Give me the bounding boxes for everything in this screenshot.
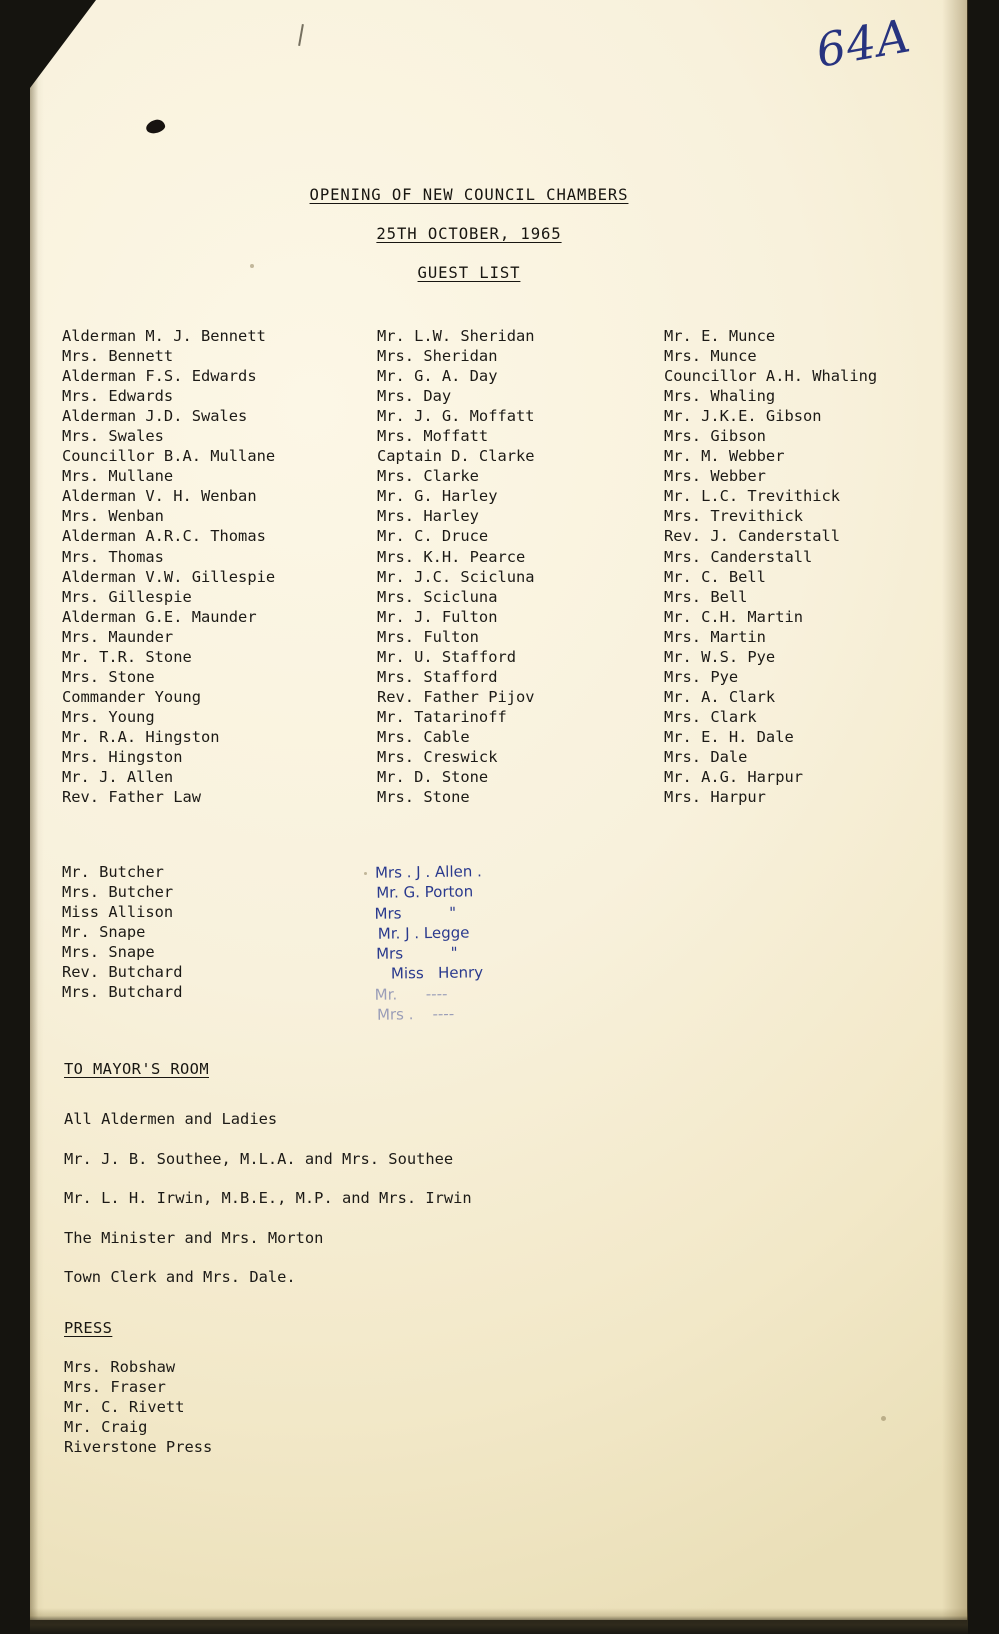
additional-guests-handwritten bbox=[375, 861, 484, 1025]
guest-name: Mr. C.H. Martin bbox=[664, 607, 803, 626]
guest-name: Mrs. Stone bbox=[62, 667, 155, 686]
guest-name: Mrs. Martin bbox=[664, 627, 766, 646]
guest-name: Alderman J.D. Swales bbox=[62, 407, 248, 426]
guest-name: Mr. G. A. Day bbox=[377, 367, 498, 386]
guest-name: Mrs. Pye bbox=[664, 667, 739, 686]
paper-bottom-edge-shadow bbox=[30, 1608, 968, 1634]
document-date: 25TH OCTOBER, 1965 bbox=[376, 225, 562, 243]
guest-column-1 bbox=[62, 326, 275, 807]
guest-name: Alderman G.E. Maunder bbox=[62, 607, 257, 626]
guest-name: Mrs. Fulton bbox=[377, 627, 479, 646]
guest-name: Mrs. Webber bbox=[664, 467, 766, 486]
guest-name: Mrs. Scicluna bbox=[377, 587, 498, 606]
guest-name: Mr. Butcher bbox=[62, 863, 164, 881]
guest-name: Mrs. Swales bbox=[62, 427, 164, 446]
guest-name: Mr. R.A. Hingston bbox=[62, 727, 220, 746]
guest-name: Mrs. Trevithick bbox=[664, 507, 803, 526]
guest-name: Mrs. Canderstall bbox=[664, 547, 813, 566]
mayors-room-heading: TO MAYOR'S ROOM bbox=[64, 1060, 209, 1078]
paper-right-edge-shadow bbox=[942, 0, 968, 1620]
guest-name: Mrs. Mullane bbox=[62, 467, 174, 486]
guest-name: Mrs. Clarke bbox=[377, 467, 479, 486]
guest-name: Mrs. Clark bbox=[664, 707, 757, 726]
guest-name: Mrs. Butchard bbox=[62, 983, 183, 1002]
guest-name: Mr. C. Bell bbox=[664, 567, 766, 586]
handwritten-guest-name: Mr. ---- bbox=[374, 984, 448, 1004]
guest-name: Mrs. Bell bbox=[664, 587, 748, 606]
guest-name: Councillor A.H. Whaling bbox=[664, 367, 878, 386]
handwritten-guest-name: Mrs " bbox=[374, 903, 457, 923]
guest-name: Alderman M. J. Bennett bbox=[62, 327, 266, 345]
press-entry: Riverstone Press bbox=[64, 1438, 213, 1457]
guest-name: Mrs. Stafford bbox=[377, 667, 498, 686]
guest-name: Mrs. Whaling bbox=[664, 387, 776, 406]
guest-name: Mrs. Sheridan bbox=[377, 347, 498, 366]
guest-name: Mr. A. Clark bbox=[664, 687, 776, 706]
archive-mark-handwritten: 64A bbox=[812, 8, 915, 78]
guest-name: Mrs. Wenban bbox=[62, 507, 164, 526]
mayors-room-entry: Town Clerk and Mrs. Dale. bbox=[64, 1268, 296, 1286]
guest-name: Mrs. Gibson bbox=[664, 427, 766, 446]
guest-name: Mr. E. H. Dale bbox=[664, 727, 794, 746]
guest-name: Mr. D. Stone bbox=[377, 768, 489, 787]
document-subtitle: GUEST LIST bbox=[417, 264, 521, 282]
guest-name: Mrs. Dale bbox=[664, 747, 748, 766]
handwritten-guest-name: Mr. G. Porton bbox=[376, 882, 474, 903]
press-list bbox=[64, 1357, 212, 1457]
guest-name: Mrs. Thomas bbox=[62, 547, 164, 566]
guest-name: Mrs. Butcher bbox=[62, 883, 174, 902]
guest-name: Miss Allison bbox=[62, 903, 174, 922]
press-heading: PRESS bbox=[64, 1319, 113, 1337]
guest-name: Mr. T.R. Stone bbox=[62, 647, 192, 666]
guest-name: Mrs. Young bbox=[62, 707, 155, 726]
guest-name: Mr. E. Munce bbox=[664, 327, 776, 345]
guest-name: Alderman V. H. Wenban bbox=[62, 487, 257, 506]
guest-name: Mrs. Moffatt bbox=[377, 427, 489, 446]
handwritten-guest-name: Miss Henry bbox=[381, 963, 484, 984]
guest-name: Mr. M. Webber bbox=[664, 447, 785, 466]
press-entry: Mrs. Robshaw bbox=[64, 1358, 176, 1376]
guest-name: Mr. J. Fulton bbox=[377, 607, 498, 626]
title-block bbox=[0, 186, 938, 303]
guest-name: Mr. A.G. Harpur bbox=[664, 768, 803, 787]
guest-name: Rev. Father Law bbox=[62, 788, 201, 807]
guest-name: Mrs. Harpur bbox=[664, 788, 766, 807]
guest-name: Alderman V.W. Gillespie bbox=[62, 567, 276, 586]
guest-name: Alderman A.R.C. Thomas bbox=[62, 527, 266, 546]
guest-name: Mr. J. Allen bbox=[62, 768, 174, 787]
guest-name: Mr. Tatarinoff bbox=[377, 707, 507, 726]
guest-name: Mr. L.C. Trevithick bbox=[664, 487, 841, 506]
guest-name: Councillor B.A. Mullane bbox=[62, 447, 276, 466]
paper-speck bbox=[881, 1416, 886, 1421]
press-entry: Mr. Craig bbox=[64, 1418, 148, 1437]
guest-name: Mrs. Bennett bbox=[62, 347, 174, 366]
mayors-room-entry: All Aldermen and Ladies bbox=[64, 1110, 278, 1128]
guest-name: Mrs. Cable bbox=[377, 727, 470, 746]
guest-name: Mr. G. Harley bbox=[377, 487, 498, 506]
additional-guests-typed bbox=[62, 862, 182, 1002]
guest-name: Rev. Butchard bbox=[62, 963, 183, 982]
guest-name: Captain D. Clarke bbox=[377, 447, 535, 466]
guest-name: Alderman F.S. Edwards bbox=[62, 367, 257, 386]
guest-name: Commander Young bbox=[62, 687, 201, 706]
guest-name: Rev. Father Pijov bbox=[377, 687, 535, 706]
guest-name: Mrs. Hingston bbox=[62, 747, 183, 766]
mayors-room-list bbox=[64, 1100, 472, 1298]
guest-name: Rev. J. Canderstall bbox=[664, 527, 841, 546]
guest-name: Mr. J.K.E. Gibson bbox=[664, 407, 822, 426]
guest-name: Mrs. Snape bbox=[62, 943, 155, 962]
guest-name: Mr. Snape bbox=[62, 923, 146, 942]
guest-name: Mr. U. Stafford bbox=[377, 647, 516, 666]
mayors-room-entry: The Minister and Mrs. Morton bbox=[64, 1228, 324, 1247]
guest-name: Mr. J. G. Moffatt bbox=[377, 407, 535, 426]
document-title: OPENING OF NEW COUNCIL CHAMBERS bbox=[309, 186, 629, 204]
scan-right-margin bbox=[967, 0, 999, 1634]
guest-name: Mrs. Day bbox=[377, 387, 452, 406]
mayors-room-entry: Mr. L. H. Irwin, M.B.E., M.P. and Mrs. Irwin bbox=[64, 1189, 472, 1207]
press-entry: Mr. C. Rivett bbox=[64, 1398, 185, 1417]
handwritten-guest-name: Mrs . J . Allen . bbox=[374, 862, 482, 882]
guest-column-2 bbox=[377, 326, 535, 807]
press-entry: Mrs. Fraser bbox=[64, 1378, 166, 1397]
guest-name: Mrs. Creswick bbox=[377, 747, 498, 766]
guest-name: Mrs. Harley bbox=[377, 507, 479, 526]
handwritten-guest-name: Mrs " bbox=[376, 943, 458, 963]
guest-name: Mr. L.W. Sheridan bbox=[377, 327, 535, 345]
paper-speck bbox=[364, 872, 367, 875]
mayors-room-entry: Mr. J. B. Southee, M.L.A. and Mrs. Southee bbox=[64, 1149, 454, 1168]
guest-name: Mrs. Munce bbox=[664, 347, 757, 366]
guest-name: Mrs. Gillespie bbox=[62, 587, 192, 606]
guest-name: Mr. W.S. Pye bbox=[664, 647, 776, 666]
guest-name: Mrs. Maunder bbox=[62, 627, 174, 646]
handwritten-guest-name: Mrs . ---- bbox=[376, 1004, 455, 1024]
guest-name: Mrs. K.H. Pearce bbox=[377, 547, 526, 566]
corner-fold-artifact bbox=[0, 0, 96, 128]
guest-name: Mrs. Edwards bbox=[62, 387, 174, 406]
handwritten-guest-name: Mr. J . Legge bbox=[377, 923, 470, 943]
guest-column-3 bbox=[664, 326, 877, 807]
guest-name: Mrs. Stone bbox=[377, 788, 470, 807]
guest-name: Mr. J.C. Scicluna bbox=[377, 567, 535, 586]
guest-name: Mr. C. Druce bbox=[377, 527, 489, 546]
